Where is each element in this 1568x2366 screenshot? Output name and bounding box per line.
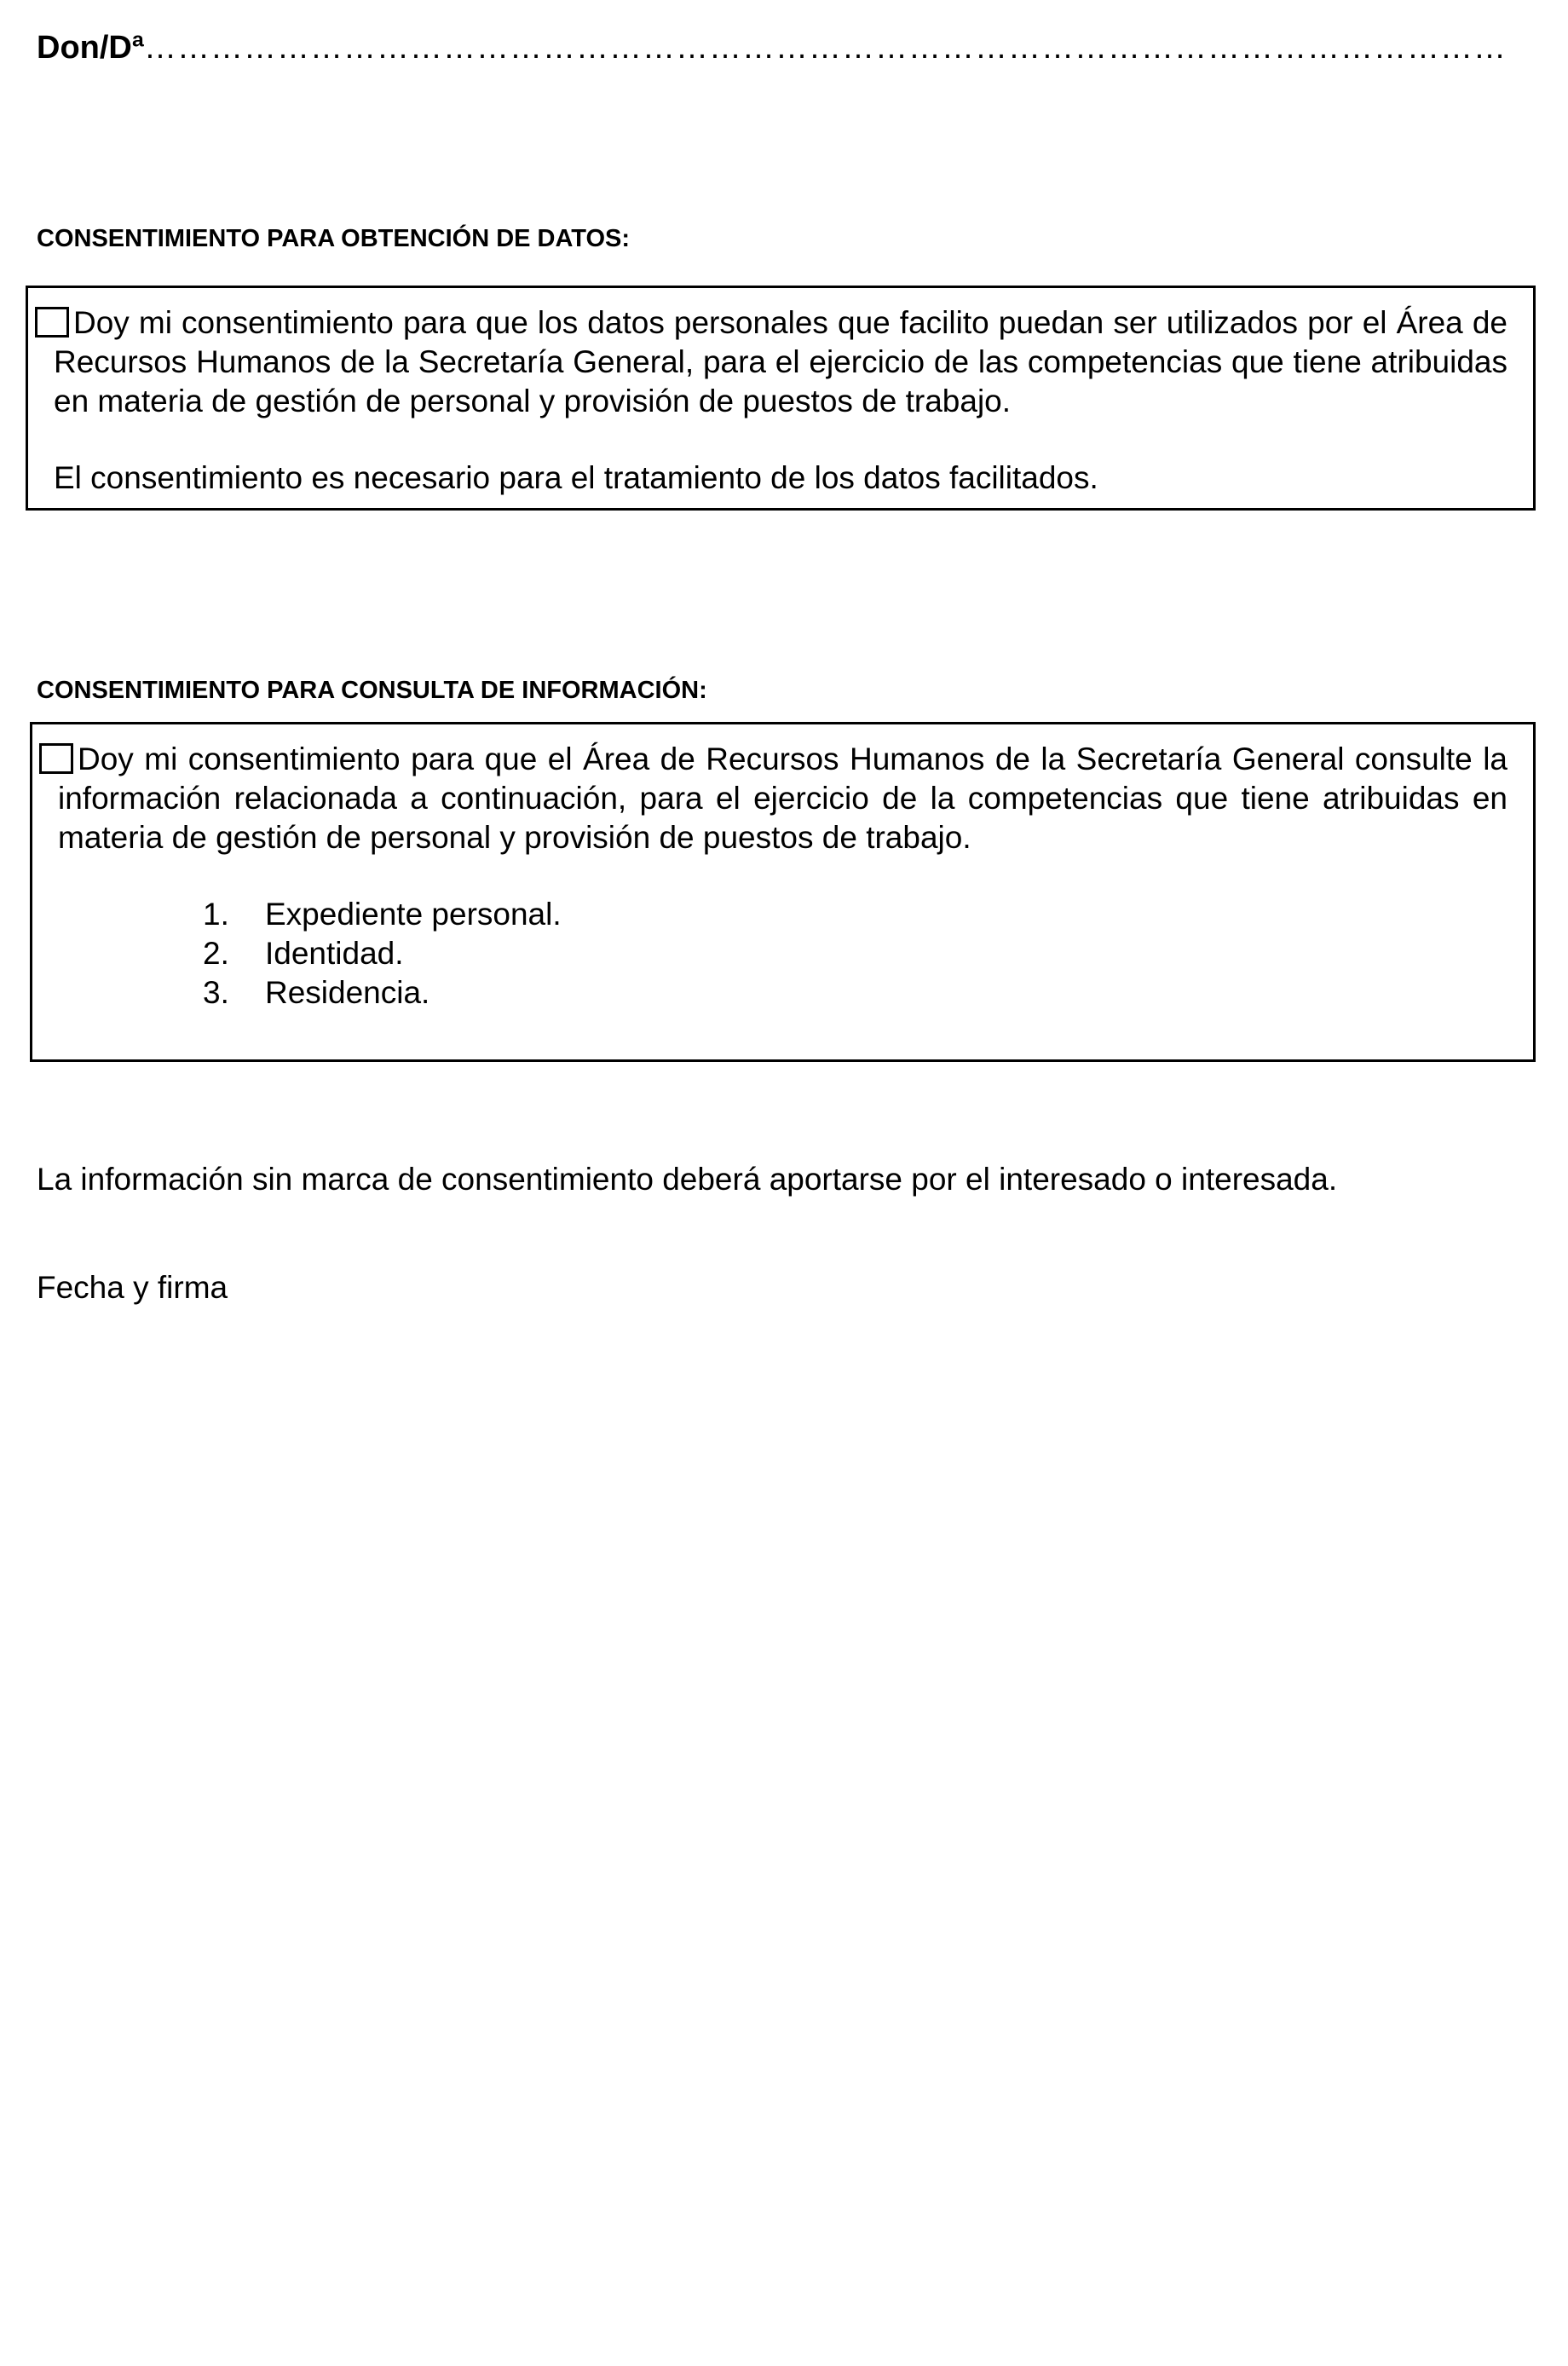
info-items-list — [58, 895, 1507, 1013]
name-field-line[interactable] — [37, 26, 1536, 70]
date-signature-label: Fecha y firma — [37, 1270, 228, 1305]
info-consent-heading: CONSENTIMIENTO PARA CONSULTA DE INFORMACIÓN: — [37, 677, 707, 704]
info-consent-text: Doy mi consentimiento para que el Área de Recursos Humanos de la Secretaría General consulte la información relacionada a continuación, para el ejercicio de la competencias que tiene atribuidas en materia de gestión de personal y provisión de puestos de trabajo. — [58, 742, 1507, 855]
data-consent-heading: CONSENTIMIENTO PARA OBTENCIÓN DE DATOS: — [37, 225, 631, 252]
list-item — [203, 895, 1507, 934]
data-consent-checkbox[interactable] — [35, 307, 69, 338]
list-item-number: 2. — [203, 936, 229, 971]
list-item-label: Identidad. — [265, 936, 404, 971]
data-consent-box — [26, 286, 1536, 511]
list-item-number: 3. — [203, 975, 229, 1010]
data-consent-paragraph — [54, 303, 1507, 421]
data-consent-note: El consentimiento es necesario para el tratamiento de los datos facilitados. — [54, 460, 1098, 495]
list-item-label: Residencia. — [265, 975, 430, 1010]
list-item-number: 1. — [203, 897, 229, 932]
name-fill-dots: …………………………………………………………………………………………………………… — [143, 30, 1507, 66]
list-item-label: Expediente personal. — [265, 897, 562, 932]
info-consent-paragraph — [58, 740, 1507, 857]
name-label: Don/Dª — [37, 30, 144, 66]
missing-consent-note: La información sin marca de consentimiento deberá aportarse por el interesado o interesada. — [37, 1162, 1338, 1197]
info-consent-checkbox[interactable] — [39, 743, 73, 774]
info-consent-box — [30, 722, 1536, 1062]
data-consent-text: Doy mi consentimiento para que los datos personales que facilito puedan ser utilizados por el Área de Recursos Humanos de la Secretaría General, para el ejercicio de las competencias que tiene atribuidas en materia de gestión de personal y provisión de puestos de trabajo. — [54, 305, 1507, 418]
list-item — [203, 973, 1507, 1013]
list-item — [203, 934, 1507, 973]
